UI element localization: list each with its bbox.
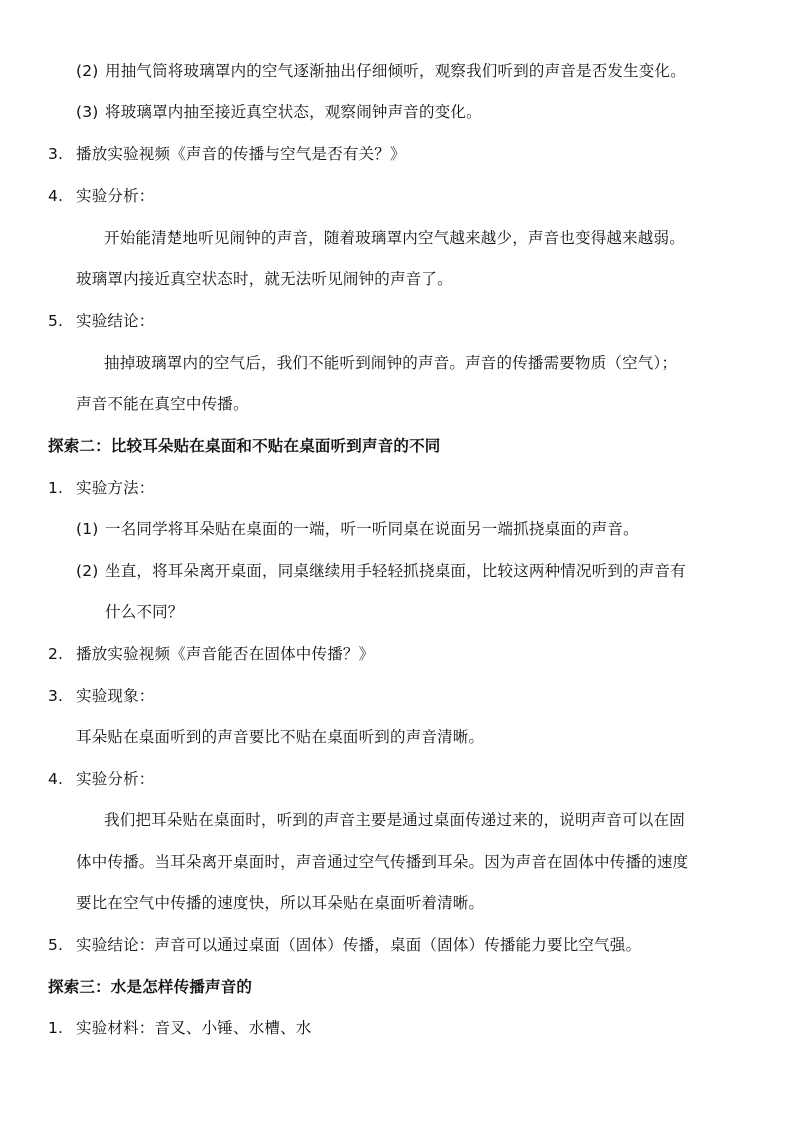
item-text: 实验分析： [76,770,155,788]
item-number: 4. [48,770,64,788]
substep-text: 一名同学将耳朵贴在桌面的一端，听一听同桌在说面另一端抓挠桌面的声音。 [105,520,639,538]
item-text: 实验现象： [76,687,155,705]
conclusion-text: 声音不能在真空中传播。 [76,395,249,413]
item-number: 1. [48,479,64,497]
section-heading-text: 探索二：比较耳朵贴在桌面和不贴在桌面听到声音的不同 [48,437,441,455]
analysis-text: 要比在空气中传播的速度快，所以耳朵贴在桌面听着清晰。 [76,894,485,912]
item-number: 4. [48,187,64,205]
item-number: 3. [48,145,64,163]
conclusion-text: 抽掉玻璃罩内的空气后，我们不能听到闹钟的声音。声音的传播需要物质（空气）； [104,354,678,372]
substep-number: (2) [76,62,99,80]
paragraph-line [0,389,794,419]
list-item-3 [0,139,794,169]
paragraph-line [0,264,794,294]
substep-text: 什么不同？ [105,603,184,621]
paragraph-line [0,348,794,378]
item-text: 实验结论： [76,312,155,330]
list-item-3 [0,681,794,711]
analysis-text: 体中传播。当耳朵离开桌面时，声音通过空气传播到耳朵。因为声音在固体中传播的速度 [76,853,689,871]
item-text: 播放实验视频《声音能否在固体中传播？》 [76,645,375,663]
analysis-text: 我们把耳朵贴在桌面时，听到的声音主要是通过桌面传递过来的，说明声音可以在固 [104,811,685,829]
analysis-text: 玻璃罩内接近真空状态时，就无法听见闹钟的声音了。 [76,270,453,288]
item-text: 实验分析： [76,187,155,205]
list-item-5 [0,930,794,960]
paragraph-line [0,805,794,835]
substep-text: 坐直，将耳朵离开桌面，同桌继续用手轻轻抓挠桌面，比较这两种情况听到的声音有 [105,562,686,580]
substep-2 [0,56,794,86]
item-number: 5. [48,312,64,330]
section-heading [0,972,794,1002]
list-item-2 [0,639,794,669]
list-item-4 [0,181,794,211]
substep-2 [0,556,794,586]
substep-3 [0,97,794,127]
item-text: 实验结论：声音可以通过桌面（固体）传播，桌面（固体）传播能力要比空气强。 [76,936,642,954]
item-number: 3. [48,687,64,705]
substep-text: 将玻璃罩内抽至接近真空状态，观察闹钟声音的变化。 [105,103,482,121]
substep-number: (3) [76,103,99,121]
list-item-5 [0,306,794,336]
paragraph-line [0,223,794,253]
item-number: 2. [48,645,64,663]
item-number: 1. [48,1019,64,1037]
substep-continuation [0,597,794,627]
substep-1 [0,514,794,544]
list-item-1 [0,1013,794,1043]
section-heading [0,431,794,461]
substep-number: (1) [76,520,99,538]
paragraph-line [0,888,794,918]
item-text: 播放实验视频《声音的传播与空气是否有关？》 [76,145,406,163]
item-text: 实验方法： [76,479,155,497]
item-text: 实验材料：音叉、小锤、水槽、水 [76,1019,312,1037]
analysis-text: 开始能清楚地听见闹钟的声音，随着玻璃罩内空气越来越少，声音也变得越来越弱。 [104,229,685,247]
paragraph-line [0,722,794,752]
section-heading-text: 探索三：水是怎样传播声音的 [48,978,253,996]
substep-number: (2) [76,562,99,580]
substep-text: 用抽气筒将玻璃罩内的空气逐渐抽出仔细倾听，观察我们听到的声音是否发生变化。 [105,62,686,80]
list-item-1 [0,473,794,503]
paragraph-line [0,847,794,877]
phenomenon-text: 耳朵贴在桌面听到的声音要比不贴在桌面听到的声音清晰。 [76,728,485,746]
item-number: 5. [48,936,64,954]
list-item-4 [0,764,794,794]
